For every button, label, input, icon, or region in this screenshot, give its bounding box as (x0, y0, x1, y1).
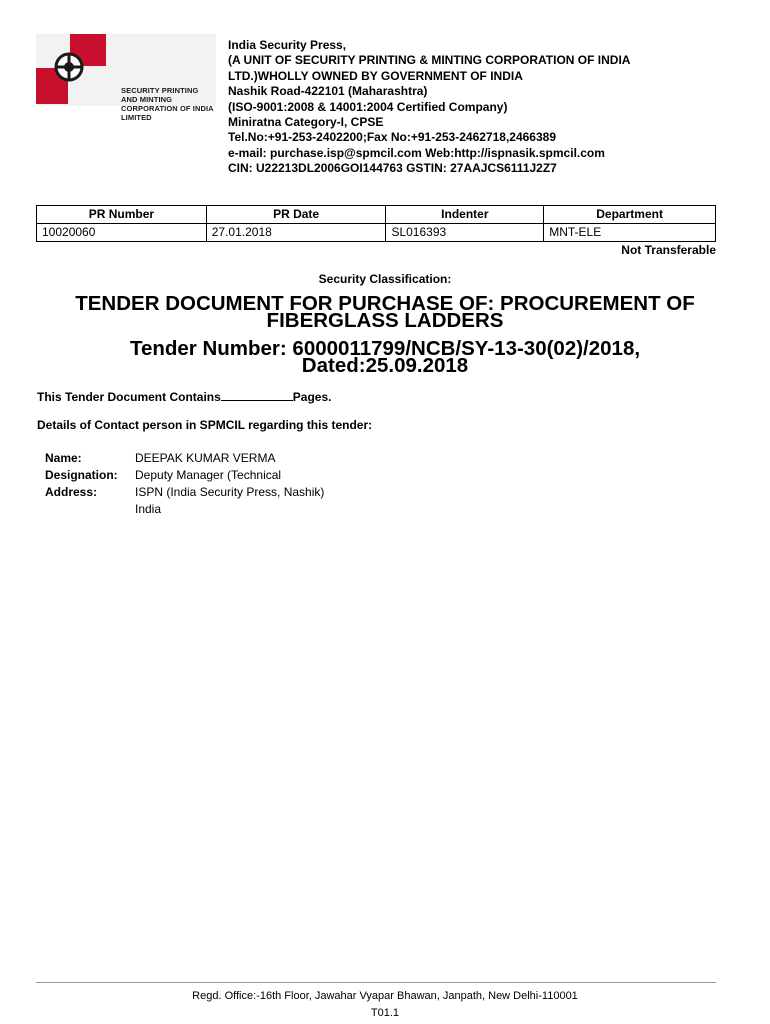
pr-date-header: PR Date (206, 206, 386, 224)
pr-number-cell: 10020060 (37, 224, 207, 242)
designation-label: Designation: (45, 468, 118, 482)
header-line: (A UNIT OF SECURITY PRINTING & MINTING CORPORATION OF INDIA (228, 53, 631, 68)
logo-line-2: CORPORATION OF INDIA LIMITED (121, 104, 214, 122)
name-value: DEEPAK KUMAR VERMA (135, 451, 276, 465)
address-line-1: ISPN (India Security Press, Nashik) (135, 485, 325, 499)
contact-address-row (45, 484, 455, 518)
contact-designation-row (45, 467, 455, 484)
contact-heading: Details of Contact person in SPMCIL regarding this tender: (37, 418, 373, 432)
not-transferable-label: Not Transferable (621, 243, 716, 257)
tender-number (40, 337, 730, 377)
page-count-suffix: Pages. (292, 390, 332, 404)
header-line: Tel.No:+91-253-2402200;Fax No:+91-253-2462718,2466389 (228, 130, 556, 145)
document-title (40, 292, 730, 332)
logo-text (121, 86, 216, 122)
pr-number-header: PR Number (37, 206, 207, 224)
page-footer (0, 988, 770, 1022)
header-line: CIN: U22213DL2006GOI144763 GSTIN: 27AAJCS6111J2Z7 (228, 161, 557, 176)
tender-number-line-2: Dated:25.09.2018 (301, 354, 469, 377)
registered-office: Regd. Office:-16th Floor, Jawahar Vyapar Bhawan, Janpath, New Delhi-110001 (192, 990, 578, 1002)
page-count-prefix: This Tender Document Contains (37, 390, 221, 404)
pr-date-cell: 27.01.2018 (206, 224, 386, 242)
logo-line-1: SECURITY PRINTING AND MINTING (121, 86, 199, 104)
name-label: Name: (45, 451, 82, 465)
indenter-header: Indenter (386, 206, 544, 224)
page-count-blank (221, 389, 293, 401)
header-line: e-mail: purchase.isp@spmcil.com Web:http://ispnasik.spmcil.com (228, 145, 605, 160)
department-header: Department (544, 206, 716, 224)
indenter-cell: SL016393 (386, 224, 544, 242)
address-label: Address: (45, 485, 98, 499)
company-logo (36, 34, 216, 122)
header-line: LTD.)WHOLLY OWNED BY GOVERNMENT OF INDIA (228, 68, 523, 83)
address-value (135, 484, 455, 518)
designation-value: Deputy Manager (Technical (135, 468, 282, 482)
pr-table (36, 205, 716, 242)
department-cell: MNT-ELE (544, 224, 716, 242)
table-row (37, 224, 716, 242)
contact-details (45, 450, 455, 518)
page-count-statement (37, 389, 332, 404)
pr-table-header-row (37, 206, 716, 224)
form-code: T01.1 (370, 1007, 400, 1019)
security-classification: Security Classification: (318, 272, 452, 286)
address-line-2: India (135, 502, 162, 516)
organization-header (228, 38, 748, 177)
contact-name-row (45, 450, 455, 467)
header-line: India Security Press, (228, 38, 347, 52)
footer-divider (36, 982, 716, 983)
header-line: (ISO-9001:2008 & 14001:2004 Certified Company) (228, 99, 508, 114)
tender-number-line-1: Tender Number: 6000011799/NCB/SY-13-30(02)/2018, (129, 337, 641, 360)
title-line-2: FIBERGLASS LADDERS (266, 309, 504, 332)
header-line: Nashik Road-422101 (Maharashtra) (228, 84, 428, 99)
header-line: Miniratna Category-I, CPSE (228, 115, 384, 130)
title-line-1: TENDER DOCUMENT FOR PURCHASE OF: PROCUREMENT OF (75, 292, 695, 315)
